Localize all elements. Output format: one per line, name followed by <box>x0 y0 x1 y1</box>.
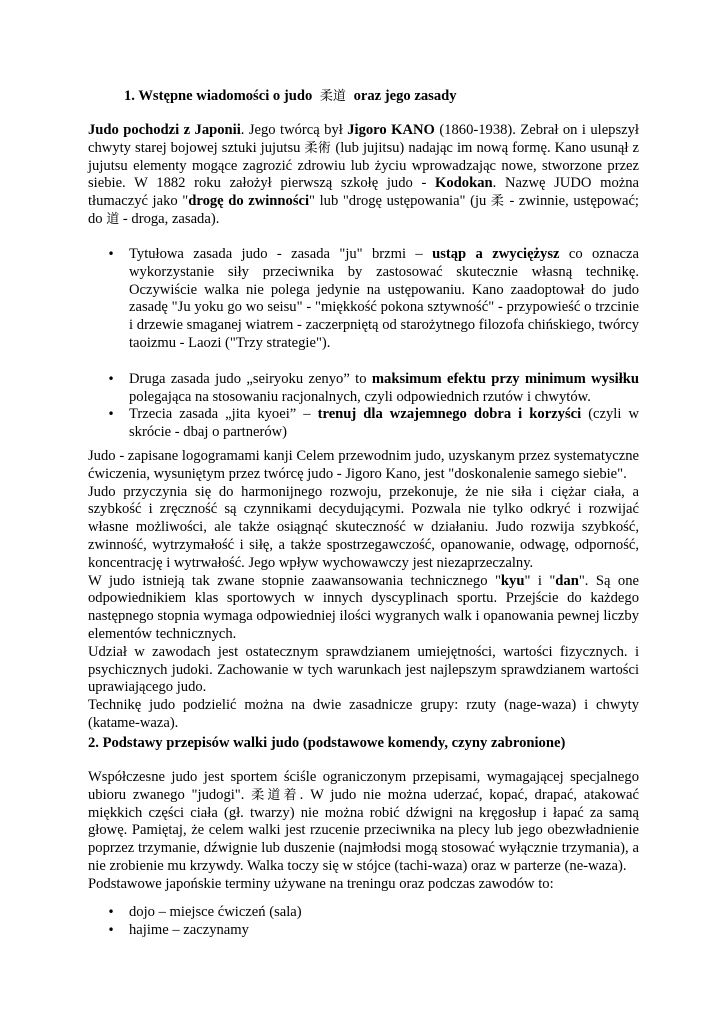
principle-item-2 <box>88 371 639 407</box>
principle-bold: ustąp a zwyciężysz <box>432 246 560 262</box>
principle-text: Druga zasada judo „seiryoku zenyo” to <box>129 370 372 387</box>
intro-bold-translation: drogę do zwinności <box>188 193 310 210</box>
grade-dan: dan <box>555 572 579 589</box>
intro-text: . Nazwę JUDO można tłumaczyć jako " <box>88 175 640 210</box>
terms-intro: Podstawowe japońskie terminy używane na treningu oraz podczas zawodów to: <box>88 875 554 892</box>
intro-bold-origin: Judo pochodzi z Japonii <box>88 122 241 138</box>
term-text: hajime – zaczynamy <box>129 921 249 938</box>
heading-text-end: oraz jego zasady <box>353 88 457 104</box>
intro-paragraph <box>88 122 639 229</box>
intro-bold-founder: Jigoro KANO <box>347 122 435 138</box>
grade-kyu: kyu <box>500 572 525 589</box>
grades-text: ". Są one odpowiednikiem klas sportowych w innych dyscyplinach sportu. Przejście do każdego następnego stopnia wymaga odpowiedniej ilości wygranych walk i opanowania pewnej liczby elementów technicznych. <box>88 572 639 642</box>
body-paragraphs <box>88 448 639 733</box>
kanji-judogi: 柔道着 <box>251 787 300 803</box>
bullet-icon: • <box>107 905 115 919</box>
section-2-heading: 2. Podstawy przepisów walki judo (podstawowe komendy, czyny zabronione) <box>88 735 566 751</box>
rules-paragraph <box>88 769 639 894</box>
term-text: dojo – miejsce ćwiczeń (sala) <box>129 904 302 920</box>
paragraph-grades <box>88 573 639 644</box>
rules-text: . W judo nie można uderzać, kopać, drapać, atakować miękkich części ciała (gł. twarzy) nie można robić dźwigni na kręgosłup i łapać za samą głowę. Pamiętaj, że celem walki jest rzucenie przeciwnika na plecy lub jego obezwładnienie poprzez trzymanie, dźwignie lub duszenie (najmłodsi mogą stosować wyłącznie trzymania), a nie zrobienie mu krzywdy. Walka toczy się w stójce (tachi-waza) oraz w parterze (ne-waza). <box>88 786 639 874</box>
section-1-heading <box>124 88 604 106</box>
principle-text: co oznacza wykorzystanie siły przeciwnika by zastosować skutecznie własną technikę. Oczywiście walka nie polega jedynie na ustępowaniu. Kano zaadoptował do judo zasadę "Ju yoku go wo seisu" - "miękkość pokona sztywność" - przypowieść o trzcinie i drzewie smaganej wiatrem - zaczerpniętą od starożytnego filozofa chińskiego, twórcy taoizmu - Laozi ("Trzy strategie"). <box>129 246 639 351</box>
heading-kanji: 柔道 <box>319 89 346 104</box>
grades-text: W judo istnieją tak zwane stopnie zaawansowania technicznego " <box>88 572 501 589</box>
term-item <box>88 904 639 922</box>
kanji-ju: 柔 <box>490 194 505 210</box>
principle-text: Tytułowa zasada judo - zasada "ju" brzmi – <box>129 246 433 262</box>
principle-bold: trenuj dla wzajemnego dobra i korzyści <box>317 406 582 423</box>
kanji-jujutsu: 柔術 <box>304 140 332 156</box>
intro-text: (lub jujitsu) nadając im nową formę. Kano usunął z jujutsu elementy mogące zagrozić zdrowiu lub życiu wprowadzając nowe, stworzone przez siebie. W 1882 roku założył pierwszą szkołę judo - <box>88 139 639 192</box>
rules-text: Współczesne judo jest sportem ściśle ograniczonym przepisami, wymagającej specjalnego ubioru zwanego "judogi". <box>88 769 639 803</box>
term-item <box>88 922 639 940</box>
intro-text: - droga, zasada). <box>119 210 220 227</box>
bullet-icon: • <box>107 247 115 261</box>
bullet-icon: • <box>107 922 115 937</box>
paragraph-competition: Udział w zawodach jest ostatecznym sprawdzianem umiejętności, wartości fizycznych. i psychicznych judoki. Zachowanie w tych warunkach jest najlepszym sprawdzianem wartości uprawiającego judo. <box>88 643 639 696</box>
paragraph-harmony: Judo przyczynia się do harmonijnego rozwoju, przekonuje, że nie siła i ciężar ciała, a szybkość i zręczność są czynnikami decydującymi. Pozwala nie tylko odkryć i rozwijać własne możliwości, ale także osiągnąć skuteczność w działaniu. Judo rozwija szybkość, zwinność, wytrzymałość i siłę, a także spostrzegawczość, opanowanie, odwagę, odporność, koncentrację i wytrwałość. Jego wpływ wychowawczy jest niezaprzeczalny. <box>88 483 639 571</box>
principle-bold: maksimum efektu przy minimum wysiłku <box>371 370 639 387</box>
intro-text: . Jego twórcą był <box>240 122 348 138</box>
principle-item-1 <box>88 246 639 353</box>
heading-text: 1. Wstępne wiadomości o judo <box>124 88 313 104</box>
principle-item-3 <box>88 406 639 442</box>
grades-text: " i " <box>524 572 556 589</box>
list-spacer <box>88 353 639 371</box>
paragraph-technique: Technikę judo podzielić można na dwie zasadnicze grupy: rzuty (nage-waza) i chwyty (katame-waza). <box>88 697 639 731</box>
terms-list <box>88 904 639 940</box>
intro-bold-kodokan: Kodokan <box>435 175 493 192</box>
principle-text: Trzecia zasada „jita kyoei” – <box>129 406 318 423</box>
kanji-do: 道 <box>106 211 120 227</box>
principle-text: polegająca na stosowaniu racjonalnych, czyli odpowiednich rzutów i chwytów. <box>129 388 591 405</box>
bullet-icon: • <box>107 371 115 386</box>
principle-text: (czyli w skrócie - dbaj o partnerów) <box>129 406 639 441</box>
bullet-icon: • <box>107 407 115 422</box>
intro-text: " lub "drogę ustępowania" (ju <box>309 193 491 210</box>
intro-text: (1860-1938). Zebrał on i ulepszył chwyty starej bojowej sztuki jujutsu <box>88 122 639 156</box>
principles-list <box>88 246 639 442</box>
intro-text: - zwinnie, ustępować; do <box>88 193 639 227</box>
paragraph-kanji-goal: Judo - zapisane logogramami kanji Celem przewodnim judo, uzyskanym przez systematyczne ćwiczenia, wysuniętym przez twórcę judo - Jigoro Kano, jest "doskonalenie samego siebie". <box>88 448 639 482</box>
